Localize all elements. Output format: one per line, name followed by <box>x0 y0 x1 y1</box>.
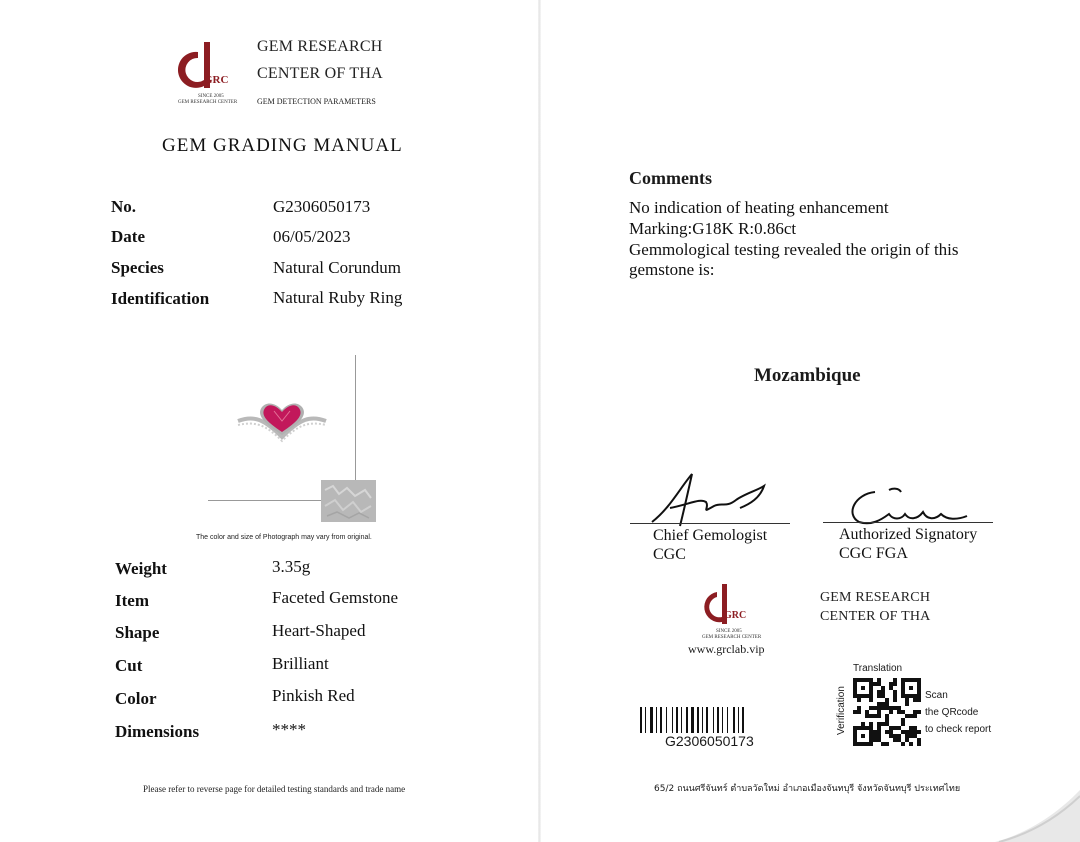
signatory-1-title: Chief Gemologist <box>653 527 768 544</box>
qr-module <box>857 710 861 714</box>
barcode-bar <box>656 707 657 733</box>
barcode-bar <box>713 707 714 733</box>
address-footer: 65/2 ถนนศรีจันทร์ ตำบลวัดใหม่ อำเภอเมืองจันทบุรี จังหวัดจันทบุรี ประเทศไทย <box>654 784 961 794</box>
qr-module <box>913 714 917 718</box>
barcode-bar <box>640 707 642 733</box>
grc-logo-right-mark-icon <box>700 580 760 630</box>
grc-logo-mark-icon <box>178 38 248 96</box>
comments-heading: Comments <box>629 168 712 188</box>
website-link[interactable]: www.grclab.vip <box>688 642 765 656</box>
comment-line-1: No indication of heating enhancement <box>629 198 889 217</box>
barcode-bar <box>733 707 735 733</box>
comment-line-3: Gemmological testing revealed the origin of this <box>629 240 959 259</box>
qr-verification-label: Verification <box>836 686 847 735</box>
field-label-shape: Shape <box>115 623 160 642</box>
barcode-bar <box>742 707 744 733</box>
field-label-date: Date <box>111 227 145 246</box>
origin-country: Mozambique <box>754 365 861 386</box>
signature-line-2 <box>823 522 993 523</box>
field-label-cut: Cut <box>115 656 143 675</box>
signatory-2-title: Authorized Signatory <box>839 526 978 543</box>
logo-subtitle: GEM RESEARCH CENTER <box>178 100 238 105</box>
logo-right-since: SINCE 2005 <box>716 629 742 634</box>
org-name-line1: GEM RESEARCH <box>257 38 383 55</box>
org-tagline: GEM DETECTION PARAMETERS <box>257 97 376 106</box>
comment-line-2: Marking:G18K R:0.86ct <box>629 219 797 238</box>
signature-line-1 <box>630 523 790 524</box>
qr-module <box>909 742 913 746</box>
comment-line-4: gemstone is: <box>629 260 715 279</box>
qr-module <box>893 682 897 686</box>
barcode-bar <box>672 707 673 733</box>
field-value-dimensions: **** <box>272 720 306 739</box>
qr-module <box>889 710 893 714</box>
barcode-bar <box>645 707 646 733</box>
left-footer-note: Please refer to reverse page for detailed testing standards and trade name <box>143 784 406 794</box>
photo-guide-vertical <box>355 355 356 500</box>
grc-logo-right <box>700 580 770 640</box>
barcode-bar <box>681 707 682 733</box>
qr-scan-line-3: to check report <box>925 724 992 735</box>
field-value-color: Pinkish Red <box>272 686 355 705</box>
qr-module <box>917 730 921 734</box>
field-label-item: Item <box>115 591 149 610</box>
field-value-no: G2306050173 <box>273 197 371 216</box>
field-label-dimensions: Dimensions <box>115 722 200 741</box>
barcode-bar <box>697 707 699 733</box>
qr-module <box>869 698 873 702</box>
photo-note: The color and size of Photograph may vary from original. <box>196 534 372 541</box>
qr-module <box>909 686 913 690</box>
field-label-identification: Identification <box>111 289 210 308</box>
qr-module <box>861 686 865 690</box>
logo-letters: GRC <box>204 74 229 86</box>
page-curl-icon <box>995 790 1080 842</box>
qr-translation-label: Translation <box>853 663 903 674</box>
qr-module <box>917 710 921 714</box>
qr-module <box>857 698 861 702</box>
field-value-shape: Heart-Shaped <box>272 621 366 640</box>
qr-code[interactable] <box>853 678 921 750</box>
field-value-weight: 3.35g <box>272 557 311 576</box>
grc-logo <box>178 38 248 108</box>
barcode-bar <box>738 707 739 733</box>
field-value-identification: Natural Ruby Ring <box>273 288 403 307</box>
barcode-bar <box>660 707 662 733</box>
barcode-bar <box>706 707 708 733</box>
right-org-line1: GEM RESEARCH <box>820 590 931 605</box>
qr-module <box>893 698 897 702</box>
signature-authorized-icon <box>835 480 985 532</box>
logo-right-subtitle: GEM RESEARCH CENTER <box>702 635 762 640</box>
field-label-weight: Weight <box>115 559 167 578</box>
right-org-line2: CENTER OF THA <box>820 609 931 624</box>
field-value-species: Natural Corundum <box>273 258 401 277</box>
barcode-bar <box>691 707 694 733</box>
qr-module <box>917 742 921 746</box>
qr-module <box>905 702 909 706</box>
qr-module <box>901 722 905 726</box>
signatory-1-credential: CGC <box>653 546 686 563</box>
logo-since: SINCE 2005 <box>198 94 224 99</box>
hologram-texture-icon <box>321 480 376 522</box>
field-value-cut: Brilliant <box>272 654 329 673</box>
barcode-number: G2306050173 <box>665 733 754 749</box>
ruby-ring-photo-icon <box>234 395 330 447</box>
barcode-bar <box>727 707 728 733</box>
page-fold <box>538 0 541 842</box>
org-name-line2: CENTER OF THA <box>257 65 383 82</box>
qr-module <box>877 714 881 718</box>
qr-module <box>885 742 889 746</box>
qr-scan-line-2: the QRcode <box>925 707 979 718</box>
field-label-species: Species <box>111 258 164 277</box>
document-title: GEM GRADING MANUAL <box>162 135 403 156</box>
barcode-bar <box>676 707 678 733</box>
qr-module <box>901 742 905 746</box>
qr-module <box>861 734 865 738</box>
barcode-bar <box>702 707 703 733</box>
hologram-seal <box>321 480 376 522</box>
signatory-2-credential: CGC FGA <box>839 545 908 562</box>
field-value-date: 06/05/2023 <box>273 227 351 246</box>
barcode-bar <box>666 707 667 733</box>
barcode-bar <box>717 707 719 733</box>
barcode-bar <box>650 707 653 733</box>
qr-scan-line-1: Scan <box>925 690 948 701</box>
field-value-item: Faceted Gemstone <box>272 588 399 607</box>
barcode <box>640 707 786 733</box>
barcode-bar <box>722 707 723 733</box>
logo-right-letters: GRC <box>724 610 747 621</box>
barcode-bar <box>686 707 688 733</box>
field-label-no: No. <box>111 197 137 216</box>
field-label-color: Color <box>115 689 157 708</box>
qr-module <box>869 742 873 746</box>
qr-module <box>917 698 921 702</box>
